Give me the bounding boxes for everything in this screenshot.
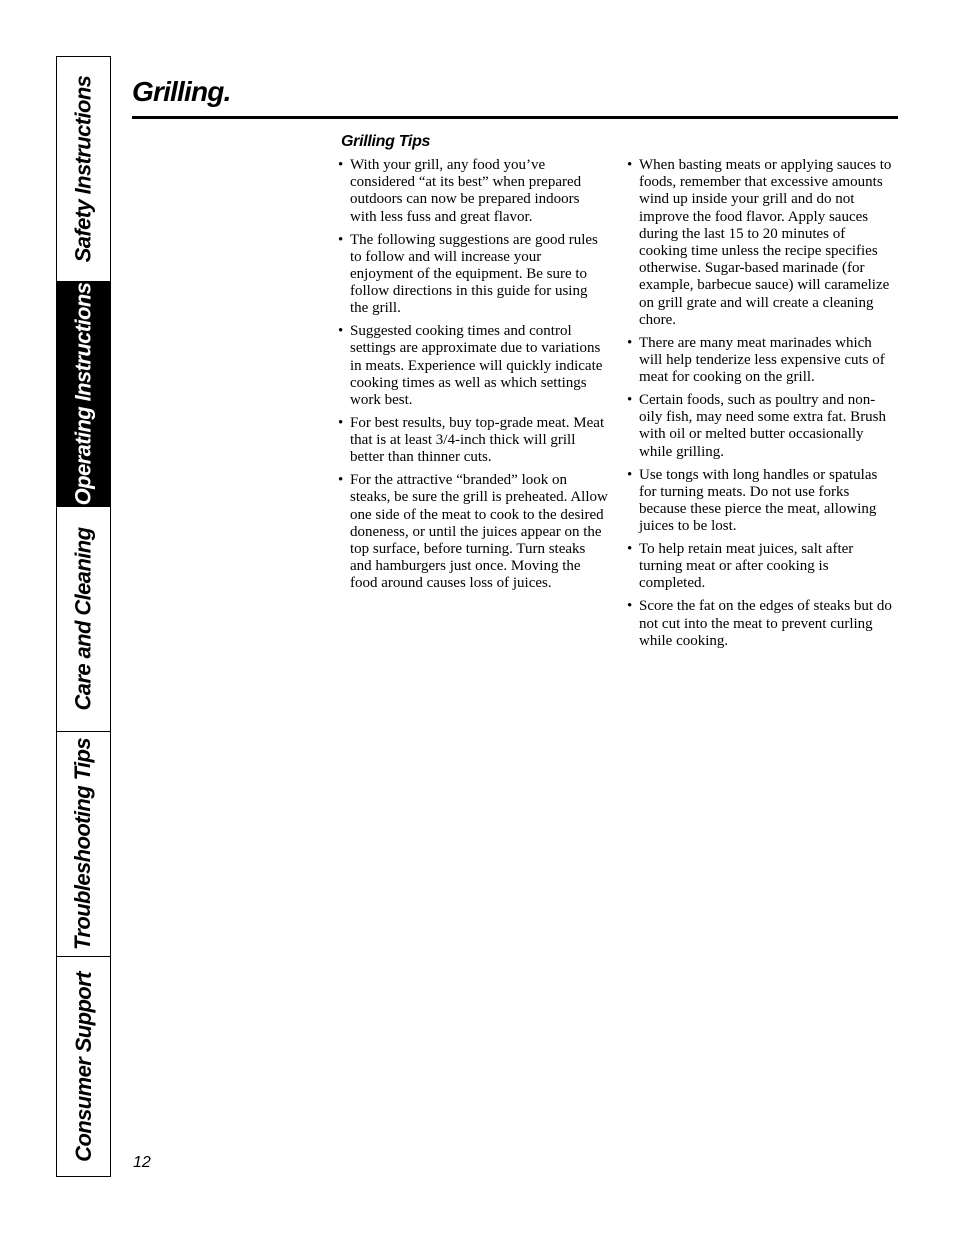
title-divider xyxy=(132,116,898,119)
side-navigation xyxy=(56,56,111,1177)
section-heading: Grilling Tips xyxy=(341,133,431,150)
page-number: 12 xyxy=(133,1154,151,1171)
tips-list-left xyxy=(338,157,608,598)
tip-item: • Suggested cooking times and control settings are approximate due to variations in meats. Experience will quickly indicate cooking times as well as which settings work best. xyxy=(338,323,608,409)
tip-item: • When basting meats or applying sauces to foods, remember that excessive amounts wind up inside your grill and do not improve the food flavor. Apply sauces during the last 15 to 20 minutes of cooking time unless the recipe specifies otherwise. Sugar-based marinade (for example, barbecue sauce) will caramelize on grill grate and will create a cleaning chore. xyxy=(627,157,893,329)
tips-list-right xyxy=(627,157,893,656)
tip-item: • Score the fat on the edges of steaks but do not cut into the meat to prevent curling while cooking. xyxy=(627,598,893,650)
tip-item: • To help retain meat juices, salt after turning meat or after cooking is completed. xyxy=(627,541,893,593)
tab-label-consumer-support: Consumer Support xyxy=(70,971,96,1162)
page-title: Grilling. xyxy=(132,76,231,107)
tip-item: • Use tongs with long handles or spatulas for turning meats. Do not use forks because these pierce the meat, allowing juices to be lost. xyxy=(627,467,893,536)
tab-operating-instructions[interactable] xyxy=(57,282,110,507)
tip-item: • There are many meat marinades which will help tenderize less expensive cuts of meat for cooking on the grill. xyxy=(627,335,893,387)
tip-item: • For the attractive “branded” look on steaks, be sure the grill is preheated. Allow one side of the meat to cook to the desired doneness, or until the juices appear on the top surface, before turning. Turn steaks and hamburgers just once. Moving the food around causes loss of juices. xyxy=(338,472,608,592)
tab-safety-instructions[interactable] xyxy=(57,57,110,282)
tab-label-care-and-cleaning: Care and Cleaning xyxy=(70,527,96,711)
tab-troubleshooting-tips[interactable] xyxy=(57,732,110,957)
tab-care-and-cleaning[interactable] xyxy=(57,507,110,732)
tip-item: • Certain foods, such as poultry and non-oily fish, may need some extra fat. Brush with oil or melted butter occasionally while grilling. xyxy=(627,392,893,461)
tab-label-troubleshooting-tips: Troubleshooting Tips xyxy=(70,737,96,951)
tab-consumer-support[interactable] xyxy=(57,957,110,1176)
tip-item: • For best results, buy top-grade meat. Meat that is at least 3/4-inch thick will grill better than thinner cuts. xyxy=(338,415,608,467)
tab-label-operating-instructions: Operating Instructions xyxy=(70,282,96,506)
tab-label-safety-instructions: Safety Instructions xyxy=(70,75,96,263)
tip-item: • The following suggestions are good rules to follow and will increase your enjoyment of the equipment. Be sure to follow directions in this guide for using the grill. xyxy=(338,232,608,318)
tip-item: • With your grill, any food you’ve considered “at its best” when prepared outdoors can now be prepared indoors with less fuss and great flavor. xyxy=(338,157,608,226)
